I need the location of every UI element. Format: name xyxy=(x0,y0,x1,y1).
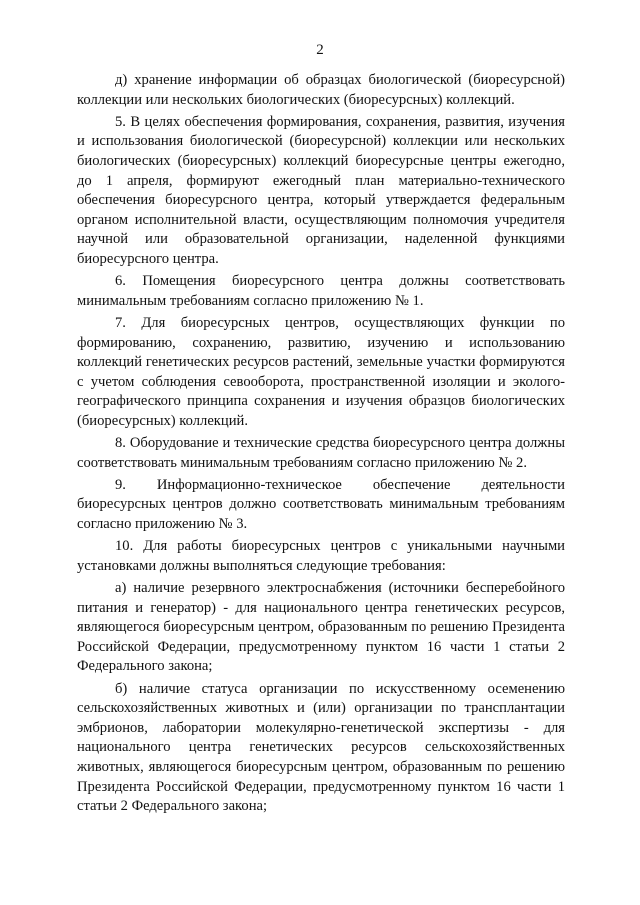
page-number: 2 xyxy=(316,42,324,58)
paragraph-subitem-d: д) хранение информации об образцах биологической (биоресурсной) коллекции или нескольких биологических (биоресурсных) коллекций. xyxy=(77,72,565,108)
paragraph-item-7: 7. Для биоресурсных центров, осуществляющих функции по формированию, сохранению, развитию, изучению и использованию коллекций генетических ресурсов растений, земельные участки формируются с учетом соблюдения севооборота, пространственной изоляции и эколого-географического принципа сохранения и изучения образцов биологических (биоресурсных) коллекций. xyxy=(77,314,565,429)
paragraph-item-6: 6. Помещения биоресурсного центра должны соответствовать минимальным требованиям согласно приложению № 1. xyxy=(77,273,565,309)
paragraph-item-5: 5. В целях обеспечения формирования, сохранения, развития, изучения и использования биологической (биоресурсной) коллекции или нескольких биологических (биоресурсных) коллекций биоресурсные центры ежегодно, до 1 апреля, формируют ежегодный план материально-технического обеспечения биоресурсного центра, который утверждается федеральным органом исполнительной власти, осуществляющим полномочия учредителя научной или образовательной организации, наделенной функциями биоресурсного центра. xyxy=(77,113,565,267)
document-body xyxy=(77,71,565,817)
paragraph-subitem-b: б) наличие статуса организации по искусственному осеменению сельскохозяйственных животных и (или) организации по трансплантации эмбрионов, лаборатории молекулярно-генетической экспертизы - для национального центра генетических ресурсов сельскохозяйственных животных, являющегося биоресурсным центром, образованным по решению Президента Российской Федерации, предусмотренному пунктом 16 части 1 статьи 2 Федерального закона; xyxy=(77,680,565,815)
paragraph-item-10: 10. Для работы биоресурсных центров с уникальными научными установками должны выполняться следующие требования: xyxy=(77,538,565,574)
paragraph-item-9: 9. Информационно-техническое обеспечение деятельности биоресурсных центров должно соответствовать минимальным требованиям согласно приложению № 3. xyxy=(77,476,565,533)
paragraph-item-8: 8. Оборудование и технические средства биоресурсного центра должны соответствовать минимальным требованиям согласно приложению № 2. xyxy=(77,435,565,471)
paragraph-subitem-a: а) наличие резервного электроснабжения (источники бесперебойного питания и генератор) - для национального центра генетических ресурсов, являющегося биоресурсным центром, образованным по решению Президента Российской Федерации, предусмотренному пунктом 16 части 1 статьи 2 Федерального закона; xyxy=(77,580,565,675)
